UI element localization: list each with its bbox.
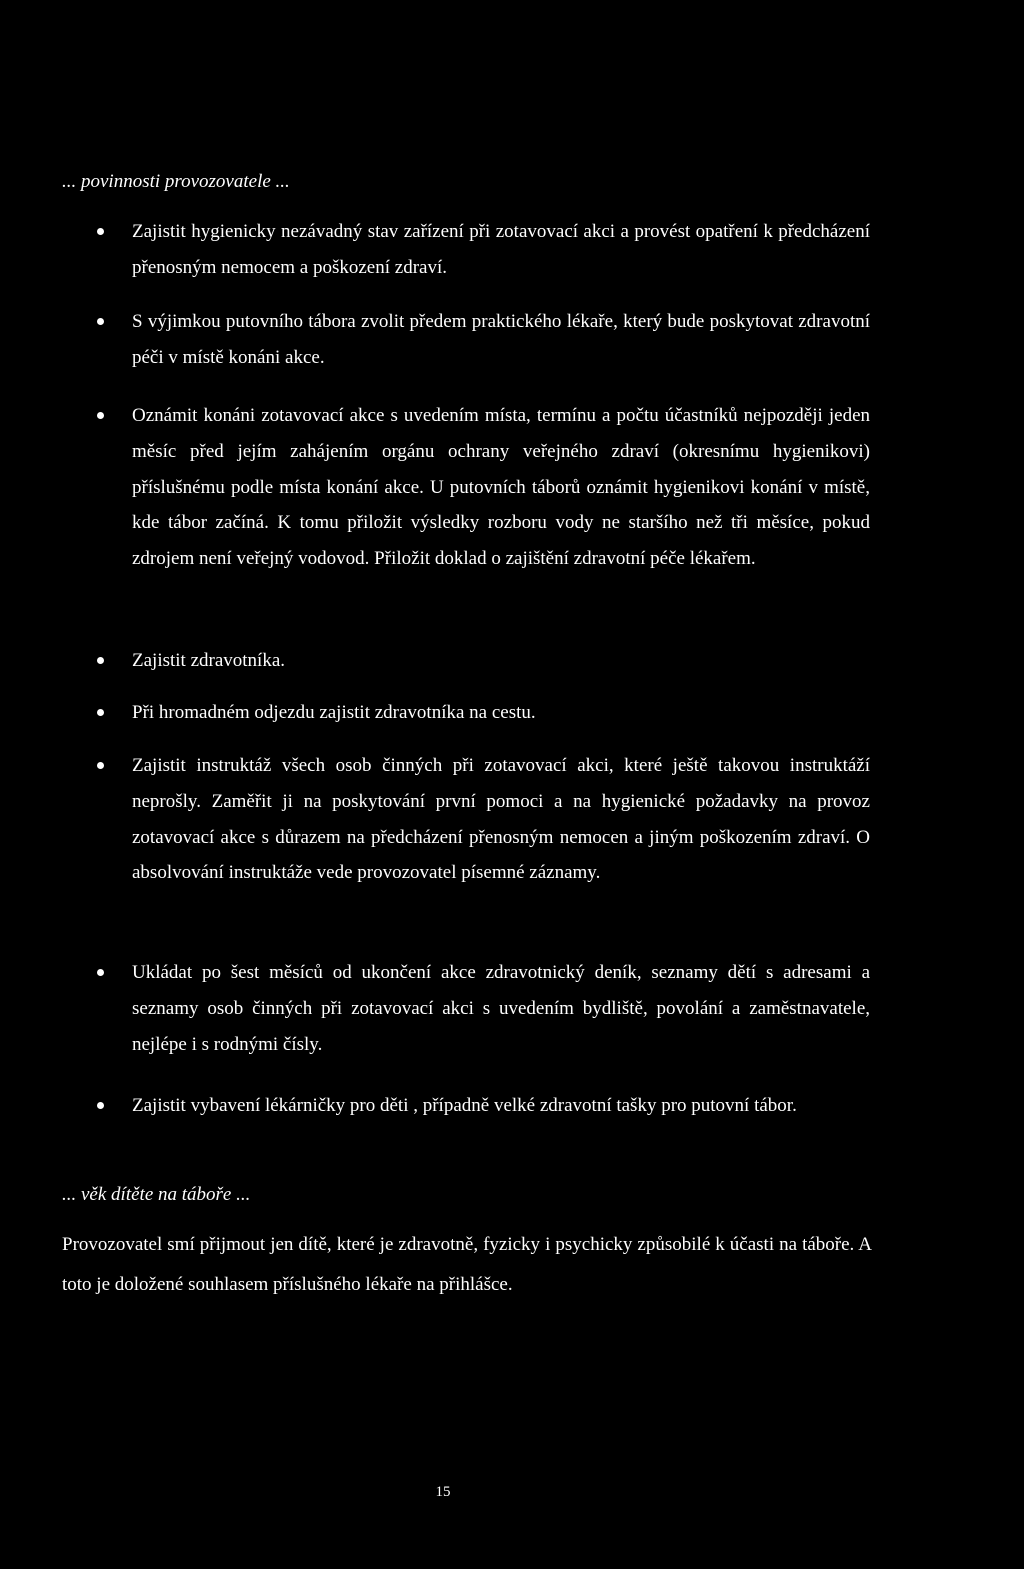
- page-number: 15: [435, 1484, 451, 1500]
- bullet-icon: [97, 762, 104, 769]
- list-item-text: Zajistit instruktáž všech osob činných při zotavovací akci, které ještě takovou instruktáží neprošly. Zaměřit ji na poskytování první pomoci a na hygienické požadavky na provoz zotavovací akce s důrazem na předcházení přenosným nemocen a jiným poškozením zdraví. O absolvování instruktáže vede provozovatel písemné záznamy.: [132, 755, 870, 884]
- list-item-text: Oznámit konáni zotavovací akce s uvedením místa, termínu a počtu účastníků nejpozději jeden měsíc před jejím zahájením orgánu ochrany veřejného zdraví (okresnímu hygienikovi) příslušnému podle místa konání akce. U putovních táborů oznámit hygienikovi konání v místě, kde tábor začíná. K tomu přiložit výsledky rozboru vody ne staršího než tři měsíce, pokud zdrojem není veřejný vodovod. Přiložit doklad o zajištění zdravotní péče lékařem.: [132, 405, 870, 570]
- section-heading-child-age: ... věk dítěte na táboře ...: [62, 1184, 251, 1205]
- bullet-icon: [97, 318, 104, 325]
- bullet-icon: [97, 1102, 104, 1109]
- list-item-text: S výjimkou putovního tábora zvolit předem praktického lékaře, který bude poskytovat zdravotní péči v místě konáni akce.: [132, 311, 870, 368]
- child-age-paragraph: Provozovatel smí přijmout jen dítě, které je zdravotně, fyzicky i psychicky způsobilé k účasti na táboře. A toto je doložené souhlasem příslušného lékaře na přihlášce.: [62, 1234, 872, 1295]
- list-item-text: Při hromadném odjezdu zajistit zdravotníka na cestu.: [132, 702, 536, 723]
- bullet-icon: [97, 228, 104, 235]
- list-item-text: Zajistit hygienicky nezávadný stav zařízení při zotavovací akci a provést opatření k předcházení přenosným nemocem a poškození zdraví.: [132, 221, 870, 278]
- list-item-text: Zajistit vybavení lékárničky pro děti , případně velké zdravotní tašky pro putovní tábor.: [132, 1095, 797, 1116]
- list-item-text: Zajistit zdravotníka.: [132, 650, 286, 671]
- list-item-text: Ukládat po šest měsíců od ukončení akce zdravotnický deník, seznamy dětí s adresami a seznamy osob činných při zotavovací akci s uvedením bydliště, povolání a zaměstnavatele, nejlépe i s rodnými čísly.: [132, 962, 870, 1055]
- bullet-icon: [97, 969, 104, 976]
- bullet-icon: [97, 657, 104, 664]
- bullet-icon: [97, 709, 104, 716]
- section-heading-provider-duties: ... povinnosti provozovatele ...: [62, 171, 290, 192]
- bullet-icon: [97, 412, 104, 419]
